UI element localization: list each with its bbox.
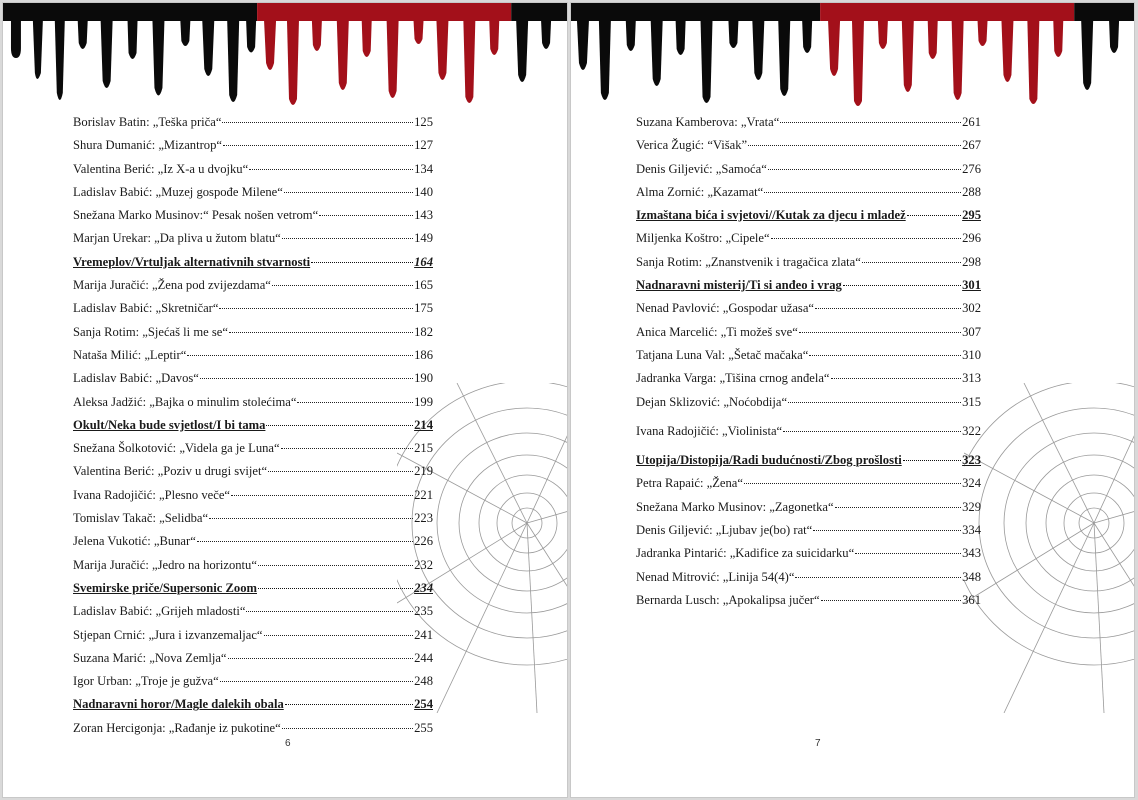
toc-entry (636, 496, 981, 519)
entry-page-number: 221 (414, 487, 433, 502)
entry-page-number: 226 (414, 534, 433, 549)
entry-title: Borislav Batin: „Teška priča“ (73, 115, 222, 129)
dot-leader (799, 332, 961, 333)
toc-entry (636, 158, 981, 181)
toc-entry (73, 274, 433, 297)
entry-page-number: 234 (414, 580, 433, 595)
entry-page-number: 322 (962, 423, 981, 438)
entry-title: Valentina Berić: „Poziv u drugi svijet“ (73, 464, 268, 479)
entry-page-number: 186 (414, 347, 433, 362)
toc-entry (73, 321, 433, 344)
entry-title: Nenad Pavlović: „Gospodar užasa“ (636, 301, 814, 316)
dot-leader (831, 378, 962, 379)
dot-leader (285, 704, 413, 705)
entry-page-number: 295 (962, 208, 981, 223)
entry-page-number: 149 (414, 231, 433, 246)
toc-entry (636, 227, 981, 250)
entry-page-number: 315 (962, 394, 981, 409)
entry-title: Verica Žugić: “Višak” (636, 138, 748, 153)
dot-leader (264, 635, 414, 636)
entry-title: Denis Giljević: „Ljubav je(bo) rat“ (636, 523, 813, 538)
toc-entry (73, 111, 433, 134)
dot-leader (219, 308, 413, 309)
toc-section-heading (636, 274, 981, 297)
table-of-contents-left (73, 111, 433, 740)
entry-title: Snežana Šolkotović: „Videla ga je Luna“ (73, 441, 280, 456)
dot-leader (843, 285, 961, 286)
entry-page-number: 223 (414, 511, 433, 526)
entry-title: Marjan Urekar: „Da pliva u žutom blatu“ (73, 231, 281, 246)
entry-title: Nataša Milić: „Leptir“ (73, 347, 187, 362)
toc-section-heading (73, 577, 433, 600)
entry-title: Snežana Marko Musinov:“ Pesak nošen vetrom“ (73, 208, 319, 223)
entry-title: Dejan Sklizović: „Noćobdija“ (636, 394, 788, 409)
dot-leader (311, 262, 413, 263)
entry-title: Okult/Neka bude svjetlost/I bi tama (73, 417, 266, 432)
entry-title: Petra Rapaić: „Žena“ (636, 476, 743, 491)
entry-page-number: 190 (414, 371, 433, 386)
entry-title: Nadnaravni horor/Magle dalekih obala (73, 697, 284, 712)
entry-title: Miljenka Koštro: „Cipele“ (636, 231, 770, 246)
dot-leader (187, 355, 413, 356)
dot-leader (246, 611, 413, 612)
dot-leader (222, 122, 413, 123)
entry-page-number: 361 (962, 592, 981, 607)
entry-title: Denis Giljević: „Samoća“ (636, 161, 767, 176)
toc-entry (73, 297, 433, 320)
toc-entry (636, 420, 981, 443)
dot-leader (795, 577, 961, 578)
toc-entry (636, 519, 981, 542)
entry-title: Jadranka Pintarić: „Kadifice za suicidarku“ (636, 546, 855, 561)
dot-leader (907, 215, 961, 216)
toc-entry (73, 554, 433, 577)
dot-leader (771, 238, 962, 239)
toc-entry (636, 344, 981, 367)
entry-title: Aleksa Jadžić: „Bajka o minulim stolećima“ (73, 394, 297, 409)
blood-drip-border (571, 3, 1134, 113)
toc-entry (636, 472, 981, 495)
entry-page-number: 254 (414, 697, 433, 712)
toc-entry (73, 227, 433, 250)
toc-entry (73, 460, 433, 483)
entry-page-number: 140 (414, 184, 433, 199)
entry-page-number: 244 (414, 650, 433, 665)
dot-leader (748, 145, 961, 146)
toc-entry (73, 437, 433, 460)
left-page (2, 2, 568, 798)
toc-entry (73, 624, 433, 647)
entry-title: Ladislav Babić: „Davos“ (73, 371, 199, 386)
dot-leader (220, 681, 413, 682)
entry-page-number: 276 (962, 161, 981, 176)
toc-section-heading (73, 251, 433, 274)
dot-leader (281, 448, 413, 449)
dot-leader (297, 402, 413, 403)
entry-title: Ladislav Babić: „Grijeh mladosti“ (73, 604, 246, 619)
entry-page-number: 175 (414, 301, 433, 316)
entry-title: Alma Zornić: „Kazamat“ (636, 184, 764, 199)
entry-page-number: 323 (962, 453, 981, 468)
dot-leader (764, 192, 961, 193)
toc-entry (73, 158, 433, 181)
dot-leader (815, 308, 961, 309)
toc-entry (73, 670, 433, 693)
entry-title: Ivana Radojičić: „Violinista“ (636, 423, 783, 438)
entry-page-number: 296 (962, 231, 981, 246)
entry-title: Stjepan Crnić: „Jura i izvanzemaljac“ (73, 627, 263, 642)
dot-leader (209, 518, 413, 519)
toc-entry (73, 507, 433, 530)
toc-entry (73, 204, 433, 227)
entry-page-number: 215 (414, 441, 433, 456)
dot-leader (249, 169, 413, 170)
toc-entry (636, 251, 981, 274)
entry-page-number: 165 (414, 278, 433, 293)
entry-title: Sanja Rotim: „Sjećaš li me se“ (73, 324, 228, 339)
toc-section-heading (636, 449, 981, 472)
entry-page-number: 248 (414, 674, 433, 689)
entry-title: Suzana Kamberova: „Vrata“ (636, 115, 780, 129)
toc-entry (73, 367, 433, 390)
entry-page-number: 261 (962, 115, 981, 129)
toc-entry (636, 391, 981, 414)
dot-leader (268, 471, 413, 472)
entry-page-number: 298 (962, 254, 981, 269)
toc-entry (636, 542, 981, 565)
entry-page-number: 219 (414, 464, 433, 479)
dot-leader (197, 541, 413, 542)
page-number: 6 (285, 738, 291, 749)
toc-entry (636, 297, 981, 320)
entry-title: Marija Juračić: „Žena pod zvijezdama“ (73, 278, 271, 293)
entry-title: Zoran Hercigonja: „Rađanje iz pukotine“ (73, 720, 281, 735)
entry-page-number: 334 (962, 523, 981, 538)
entry-title: Igor Urban: „Troje je gužva“ (73, 674, 219, 689)
toc-section-heading (73, 693, 433, 716)
entry-title: Ladislav Babić: „Muzej gospođe Milene“ (73, 184, 283, 199)
dot-leader (228, 658, 414, 659)
dot-leader (903, 460, 961, 461)
entry-title: Tatjana Luna Val: „Šetač mačaka“ (636, 347, 809, 362)
dot-leader (266, 425, 413, 426)
page-number: 7 (815, 738, 821, 749)
entry-page-number: 348 (962, 569, 981, 584)
entry-title: Snežana Marko Musinov: „Zagonetka“ (636, 499, 834, 514)
toc-entry (73, 181, 433, 204)
dot-leader (768, 169, 961, 170)
dot-leader (319, 215, 413, 216)
spider-web-illustration (964, 383, 1135, 713)
dot-leader (821, 600, 962, 601)
dot-leader (282, 728, 413, 729)
entry-page-number: 125 (414, 115, 433, 129)
entry-page-number: 301 (962, 278, 981, 293)
entry-page-number: 182 (414, 324, 433, 339)
book-spread (2, 2, 1136, 798)
dot-leader (282, 238, 413, 239)
dot-leader (862, 262, 961, 263)
entry-title: Bernarda Lusch: „Apokalipsa jučer“ (636, 592, 820, 607)
dot-leader (272, 285, 413, 286)
toc-entry (636, 111, 981, 134)
toc-entry (73, 530, 433, 553)
entry-page-number: 313 (962, 371, 981, 386)
dot-leader (284, 192, 413, 193)
entry-title: Anica Marcelić: „Ti možeš sve“ (636, 324, 798, 339)
entry-title: Shura Dumanić: „Mizantrop“ (73, 138, 222, 153)
entry-title: Nadnaravni misterij/Ti si anđeo i vrag (636, 278, 842, 293)
toc-entry (636, 134, 981, 157)
entry-title: Svemirske priče/Supersonic Zoom (73, 580, 257, 595)
entry-title: Nenad Mitrović: „Linija 54(4)“ (636, 569, 795, 584)
dot-leader (835, 507, 962, 508)
toc-entry (73, 647, 433, 670)
toc-entry (73, 717, 433, 740)
entry-page-number: 235 (414, 604, 433, 619)
entry-page-number: 232 (414, 557, 433, 572)
dot-leader (258, 565, 413, 566)
entry-page-number: 329 (962, 499, 981, 514)
entry-page-number: 302 (962, 301, 981, 316)
entry-title: Jelena Vukotić: „Bunar“ (73, 534, 196, 549)
toc-entry (636, 589, 981, 612)
dot-leader (809, 355, 961, 356)
toc-entry (636, 367, 981, 390)
dot-leader (231, 495, 413, 496)
entry-title: Sanja Rotim: „Znanstvenik i tragačica zlata“ (636, 254, 861, 269)
entry-title: Ivana Radojičić: „Plesno veče“ (73, 487, 231, 502)
entry-title: Jadranka Varga: „Tišina crnog anđela“ (636, 371, 830, 386)
entry-page-number: 310 (962, 347, 981, 362)
dot-leader (813, 530, 961, 531)
toc-entry (636, 181, 981, 204)
toc-entry (73, 344, 433, 367)
entry-title: Izmaštana bića i svjetovi//Kutak za djecu i mladež (636, 208, 906, 223)
entry-title: Ladislav Babić: „Skretničar“ (73, 301, 219, 316)
entry-page-number: 307 (962, 324, 981, 339)
toc-entry (73, 600, 433, 623)
entry-page-number: 199 (414, 394, 433, 409)
toc-entry (636, 566, 981, 589)
entry-title: Vremeplov/Vrtuljak alternativnih stvarnosti (73, 254, 311, 269)
toc-entry (73, 134, 433, 157)
entry-title: Suzana Marić: „Nova Zemlja“ (73, 650, 227, 665)
dot-leader (780, 122, 961, 123)
blood-drip-border (3, 3, 567, 113)
entry-page-number: 324 (962, 476, 981, 491)
entry-page-number: 343 (962, 546, 981, 561)
entry-title: Utopija/Distopija/Radi budućnosti/Zbog prošlosti (636, 453, 902, 468)
dot-leader (855, 553, 961, 554)
entry-title: Valentina Berić: „Iz X-a u dvojku“ (73, 161, 249, 176)
entry-page-number: 241 (414, 627, 433, 642)
dot-leader (223, 145, 413, 146)
toc-section-heading (636, 204, 981, 227)
entry-title: Tomislav Takač: „Selidba“ (73, 511, 209, 526)
dot-leader (229, 332, 413, 333)
entry-page-number: 164 (414, 254, 433, 269)
entry-title: Marija Juračić: „Jedro na horizontu“ (73, 557, 257, 572)
toc-entry (73, 391, 433, 414)
toc-entry (636, 321, 981, 344)
dot-leader (200, 378, 413, 379)
entry-page-number: 134 (414, 161, 433, 176)
dot-leader (783, 431, 961, 432)
entry-page-number: 214 (414, 417, 433, 432)
dot-leader (744, 483, 961, 484)
table-of-contents-right (636, 111, 981, 612)
entry-page-number: 255 (414, 720, 433, 735)
toc-section-heading (73, 414, 433, 437)
entry-page-number: 127 (414, 138, 433, 153)
entry-page-number: 288 (962, 184, 981, 199)
right-page (570, 2, 1135, 798)
dot-leader (788, 402, 961, 403)
dot-leader (258, 588, 413, 589)
entry-page-number: 267 (962, 138, 981, 153)
toc-entry (73, 484, 433, 507)
entry-page-number: 143 (414, 208, 433, 223)
